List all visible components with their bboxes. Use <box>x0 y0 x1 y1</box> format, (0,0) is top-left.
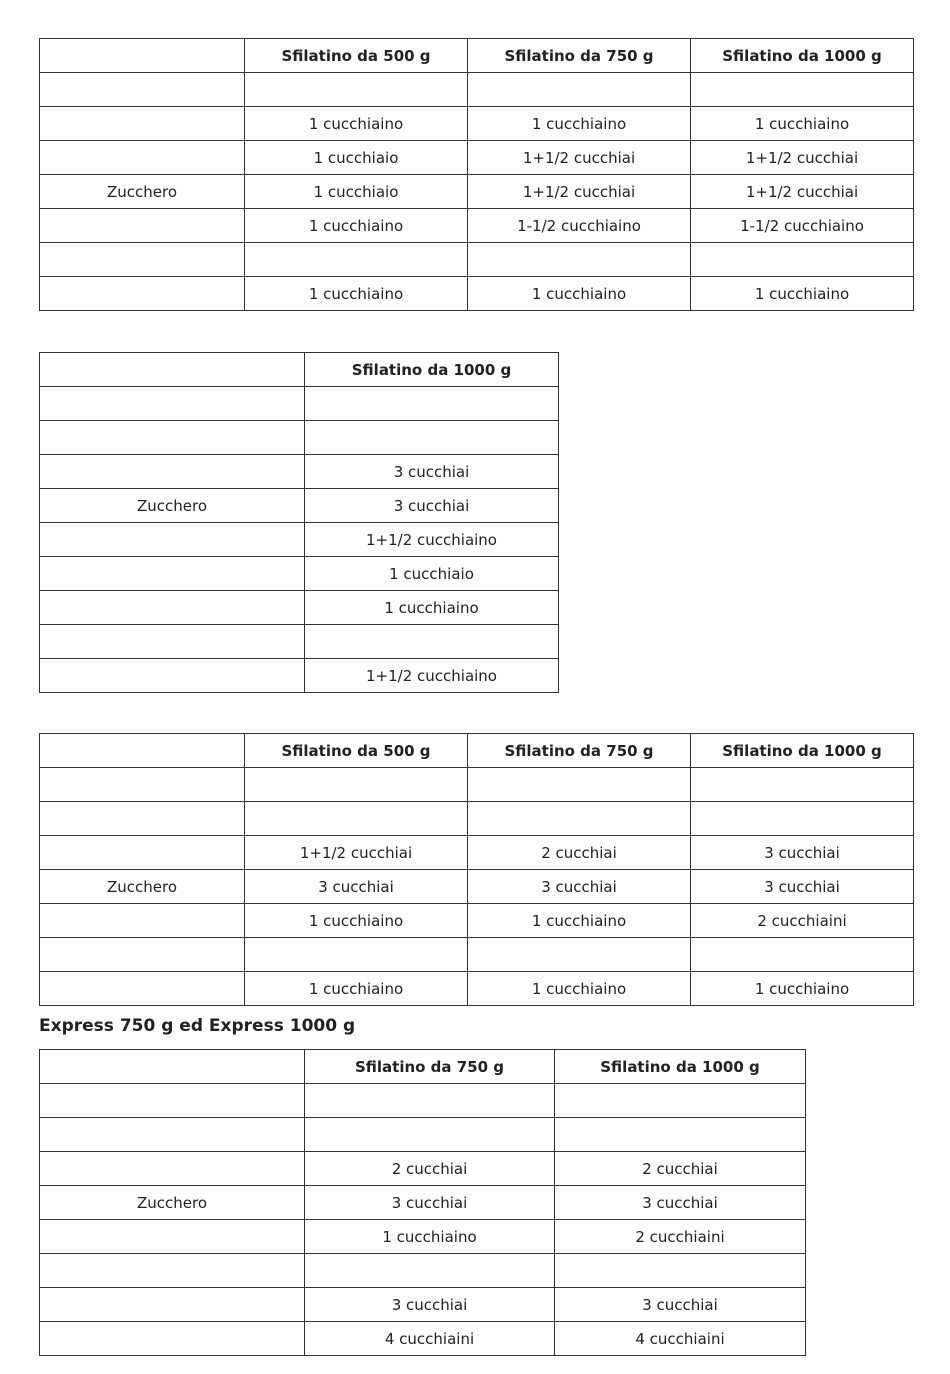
header-cell-label <box>40 353 305 387</box>
table-row <box>40 1288 806 1322</box>
row-label-cell <box>40 904 245 938</box>
row-label-cell <box>40 141 245 175</box>
table-cell: 1 cucchiaino <box>691 277 914 311</box>
table-cell: 1+1/2 cucchiai <box>245 836 468 870</box>
row-label-cell: Zucchero <box>40 175 245 209</box>
table-cell <box>305 625 559 659</box>
table-cell <box>691 73 914 107</box>
table-cell: 1+1/2 cucchiaino <box>305 523 559 557</box>
table-cell: 1 cucchiaino <box>691 107 914 141</box>
table-row <box>40 836 914 870</box>
row-label-cell <box>40 421 305 455</box>
row-label-cell <box>40 1084 305 1118</box>
table-cell <box>691 802 914 836</box>
table-cell: 1 cucchiaino <box>468 107 691 141</box>
row-label-cell <box>40 243 245 277</box>
table-cell <box>468 938 691 972</box>
table-cell: 3 cucchiai <box>555 1186 806 1220</box>
recipe-table-express <box>39 1049 806 1356</box>
table-row <box>40 802 914 836</box>
table-row <box>40 523 559 557</box>
table-cell: 1 cucchiaino <box>468 904 691 938</box>
table-cell <box>245 938 468 972</box>
row-label-cell <box>40 107 245 141</box>
table-row <box>40 73 914 107</box>
section-title-express: Express 750 g ed Express 1000 g <box>39 1016 356 1036</box>
row-label-cell <box>40 387 305 421</box>
table-cell: 3 cucchiai <box>305 489 559 523</box>
header-cell-label <box>40 39 245 73</box>
row-label-cell <box>40 1220 305 1254</box>
table-cell <box>468 802 691 836</box>
header-cell: Sfilatino da 1000 g <box>555 1050 806 1084</box>
table-row <box>40 557 559 591</box>
table-row <box>40 107 914 141</box>
table-cell: 1-1/2 cucchiaino <box>691 209 914 243</box>
table-row <box>40 972 914 1006</box>
table-cell <box>245 73 468 107</box>
table-cell: 1 cucchiaino <box>245 209 468 243</box>
header-cell: Sfilatino da 1000 g <box>691 734 914 768</box>
table-cell: 1 cucchiaino <box>468 972 691 1006</box>
table-cell: 1 cucchiaio <box>305 557 559 591</box>
table-row <box>40 141 914 175</box>
table-cell: 3 cucchiai <box>305 1186 555 1220</box>
table-row <box>40 421 559 455</box>
table-cell: 1 cucchiaio <box>245 141 468 175</box>
header-cell: Sfilatino da 1000 g <box>691 39 914 73</box>
row-label-cell <box>40 523 305 557</box>
row-label-cell <box>40 1152 305 1186</box>
recipe-table-3 <box>39 733 914 1006</box>
header-cell: Sfilatino da 750 g <box>468 39 691 73</box>
table-row <box>40 1220 806 1254</box>
table-cell: 1-1/2 cucchiaino <box>468 209 691 243</box>
table-cell: 1+1/2 cucchiai <box>691 175 914 209</box>
table-cell <box>691 243 914 277</box>
table-cell: 1 cucchiaino <box>245 107 468 141</box>
header-cell: Sfilatino da 750 g <box>305 1050 555 1084</box>
header-cell-label <box>40 734 245 768</box>
row-label-cell <box>40 659 305 693</box>
row-label-cell <box>40 209 245 243</box>
table-cell: 1+1/2 cucchiaino <box>305 659 559 693</box>
table-cell <box>305 1254 555 1288</box>
row-label-cell <box>40 768 245 802</box>
table-row <box>40 625 559 659</box>
table-cell: 1 cucchiaio <box>245 175 468 209</box>
table-row <box>40 243 914 277</box>
table-row <box>40 591 559 625</box>
table-row <box>40 175 914 209</box>
row-label-cell: Zucchero <box>40 1186 305 1220</box>
table-cell: 1 cucchiaino <box>245 277 468 311</box>
table-cell: 4 cucchiaini <box>555 1322 806 1356</box>
table-row <box>40 659 559 693</box>
table-cell: 1 cucchiaino <box>305 1220 555 1254</box>
table-cell: 2 cucchiai <box>305 1152 555 1186</box>
table-row <box>40 209 914 243</box>
row-label-cell <box>40 836 245 870</box>
table-row <box>40 1152 806 1186</box>
row-label-cell <box>40 73 245 107</box>
row-label-cell <box>40 938 245 972</box>
row-label-cell <box>40 557 305 591</box>
table-row <box>40 768 914 802</box>
table-row <box>40 1254 806 1288</box>
row-label-cell: Zucchero <box>40 870 245 904</box>
table-cell: 3 cucchiai <box>691 870 914 904</box>
table-cell: 3 cucchiai <box>691 836 914 870</box>
table-row <box>40 387 559 421</box>
table-cell <box>691 938 914 972</box>
header-cell: Sfilatino da 500 g <box>245 39 468 73</box>
table-cell: 3 cucchiai <box>305 1288 555 1322</box>
table-cell <box>468 243 691 277</box>
table-header-row <box>40 353 559 387</box>
table-cell <box>305 1118 555 1152</box>
row-label-cell <box>40 455 305 489</box>
table-cell: 1+1/2 cucchiai <box>468 141 691 175</box>
table-cell: 2 cucchiaini <box>555 1220 806 1254</box>
recipe-table-1 <box>39 38 914 311</box>
table-header-row <box>40 1050 806 1084</box>
table-row <box>40 277 914 311</box>
row-label-cell <box>40 277 245 311</box>
row-label-cell <box>40 1322 305 1356</box>
table-cell: 1 cucchiaino <box>245 904 468 938</box>
table-cell <box>305 1084 555 1118</box>
table-cell: 1 cucchiaino <box>691 972 914 1006</box>
table-cell: 4 cucchiaini <box>305 1322 555 1356</box>
row-label-cell <box>40 1288 305 1322</box>
table-cell <box>305 421 559 455</box>
table-header-row <box>40 734 914 768</box>
table-row <box>40 1084 806 1118</box>
row-label-cell <box>40 625 305 659</box>
row-label-cell <box>40 972 245 1006</box>
table-cell <box>555 1118 806 1152</box>
row-label-cell <box>40 1118 305 1152</box>
table-row <box>40 1322 806 1356</box>
table-cell <box>245 802 468 836</box>
table-cell: 1 cucchiaino <box>245 972 468 1006</box>
table-cell <box>245 243 468 277</box>
table-row <box>40 1186 806 1220</box>
table-row <box>40 455 559 489</box>
header-cell: Sfilatino da 500 g <box>245 734 468 768</box>
table-cell: 3 cucchiai <box>555 1288 806 1322</box>
table-cell <box>305 387 559 421</box>
table-cell: 1+1/2 cucchiai <box>468 175 691 209</box>
table-cell: 1 cucchiaino <box>305 591 559 625</box>
table-cell: 2 cucchiai <box>555 1152 806 1186</box>
row-label-cell <box>40 802 245 836</box>
table-cell: 1 cucchiaino <box>468 277 691 311</box>
header-cell: Sfilatino da 750 g <box>468 734 691 768</box>
header-cell: Sfilatino da 1000 g <box>305 353 559 387</box>
table-row <box>40 489 559 523</box>
table-row <box>40 938 914 972</box>
table-cell <box>691 768 914 802</box>
table-cell: 2 cucchiai <box>468 836 691 870</box>
table-row <box>40 1118 806 1152</box>
table-header-row <box>40 39 914 73</box>
table-cell: 2 cucchiaini <box>691 904 914 938</box>
row-label-cell: Zucchero <box>40 489 305 523</box>
table-cell <box>468 768 691 802</box>
table-cell <box>245 768 468 802</box>
table-cell: 3 cucchiai <box>245 870 468 904</box>
table-row <box>40 870 914 904</box>
table-cell <box>555 1084 806 1118</box>
table-row <box>40 904 914 938</box>
recipe-table-2 <box>39 352 559 693</box>
table-cell <box>555 1254 806 1288</box>
row-label-cell <box>40 591 305 625</box>
table-cell: 3 cucchiai <box>305 455 559 489</box>
table-cell: 3 cucchiai <box>468 870 691 904</box>
table-cell: 1+1/2 cucchiai <box>691 141 914 175</box>
table-cell <box>468 73 691 107</box>
row-label-cell <box>40 1254 305 1288</box>
header-cell-label <box>40 1050 305 1084</box>
